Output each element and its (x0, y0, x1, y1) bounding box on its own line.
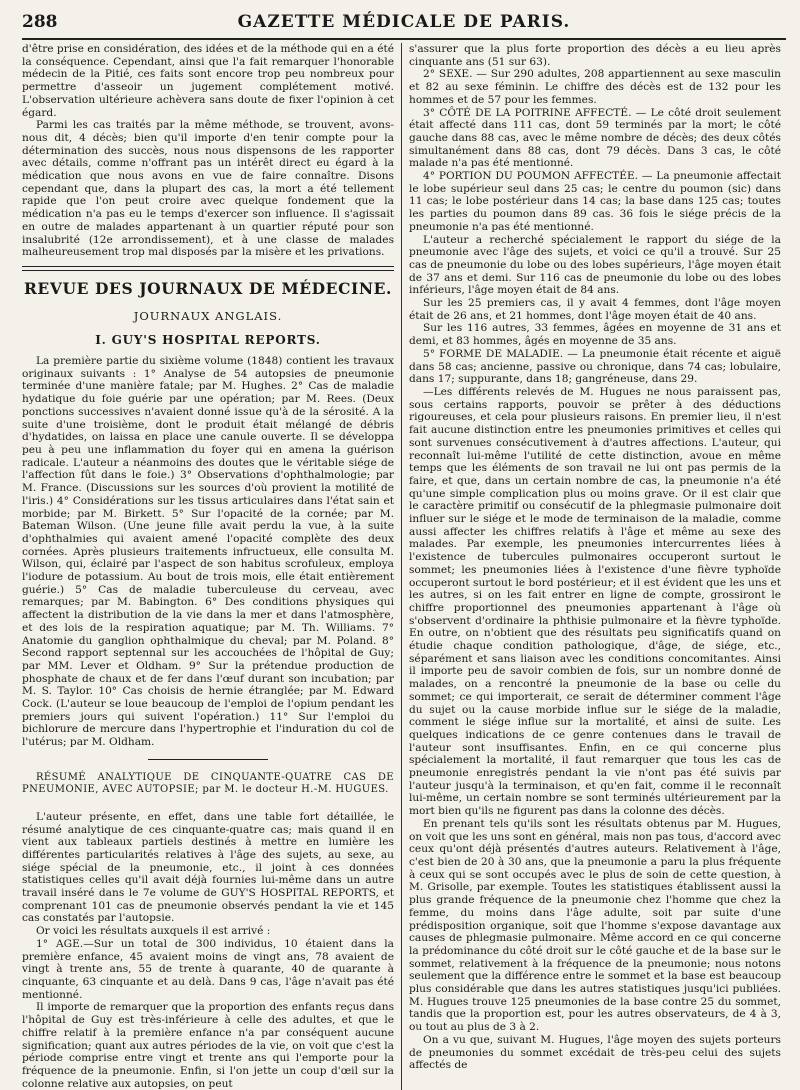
paragraph: s'assurer que la plus forte proportion des décès a eu lieu après cinquante ans (51 sur 63). (409, 43, 781, 68)
journal-title: GAZETTE MÉDICALE DE PARIS. (237, 12, 571, 32)
paragraph: 4° PORTION DU POUMON AFFECTÉE. — La pneumonie affectait le lobe supérieur seul dans 25 cas; le centre du poumon (sic) dans 11 cas; le lobe postérieur dans 14 cas; la base dans 125 cas; toutes les parties du poumon dans 89 cas. 36 fois le siége précis de la pneumonie n'a pas été mentionné. (409, 170, 781, 233)
paragraph: 1° AGE.—Sur un total de 300 individus, 10 étaient dans la première enfance, 45 avaient moins de vingt ans, 78 avaient de vingt à trente ans, 55 de trente à quarante, 40 de quarante à cinquante, 63 cinquante et au delà. Dans 9 cas, l'âge n'avait pas été mentionné. (22, 937, 394, 1001)
article-heading: RÉSUMÉ ANALYTIQUE DE CINQUANTE-QUATRE CAS DE PNEUMONIE, AVEC AUTOPSIE; par M. le docteur H.-M. HUGUES. (22, 771, 394, 796)
paragraph: —Les différents relevés de M. Hugues ne nous paraissent pas, sous certains rapports, pouvoir se prêter à des déductions rigoureuses, et cela pour plusieurs raisons. En premier lieu, il n'est fait aucune distinction entre les pneumonies primitives et celles qui sont survenues consécutivement à d'autres affections. L'auteur, qui reconnaît lui-même l'utilité de cette distinction, avoue en même temps que les éléments de son travail ne lui ont pas permis de la faire, et que, dans un certain nombre de cas, la pneumonie n'a été qu'une simple complication plus ou moins grave. Or il est clair que le caractère primitif ou consécutif de la phlegmasie pulmonaire doit influer sur le siége et le mode de terminaison de la maladie, comme aussi affecter les chiffres relatifs à l'âge et même au sexe des malades. Par exemple, les pneumonies intercurrentes liées à l'existence de tubercules pulmonaires occuperont surtout le sommet; les pneumonies liées à l'existence d'une fièvre typhoïde occuperont surtout le bord postérieur; et il est évident que les uns et les autres, si on les fait entrer en ligne de compte, grossiront le chiffre proportionnel des pneumonies appartenant à l'âge où s'observent d'ordinaire la phthisie pulmonaire et la fièvre typhoïde. En outre, on n'obtient que des résultats peu significatifs quand on étudie chaque condition pathologique, d'âge, de siége, etc., séparément et sans liaison avec les conditions concomitantes. Ainsi il importe peu de savoir combien de fois, sur un nombre donné de malades, on a rencontré la pneumonie de la base ou celle du sommet; ce qui importerait, ce serait de déterminer comment l'âge du sujet ou la cause morbide influe sur le siége de la maladie, comment le siége influe sur la mortalité, et ainsi de suite. Les quelques indications de ce genre contenues dans le travail de l'auteur sont insuffisantes. Enfin, en ce qui concerne plus spécialement la mortalité, il faut remarquer que tous les cas de pneumonie enregistrés pendant la vie n'ont pas été suivis par l'auteur jusqu'à la terminaison, et qu'en fait, comme il le reconnaît lui-même, un certain nombre se sont terminés ultérieurement par la mort bien qu'ils ne figurent pas dans la colonne des décès. (409, 385, 781, 818)
section-divider (22, 266, 394, 267)
right-column (409, 43, 781, 1090)
page-header (22, 12, 786, 40)
paragraph: Sur les 25 premiers cas, il y avait 4 femmes, dont l'âge moyen était de 26 ans, et 21 hommes, dont l'âge moyen était de 40 ans. (409, 297, 781, 322)
section-divider (22, 270, 394, 271)
text-columns (22, 43, 786, 1090)
paragraph: Parmi les cas traités par la même méthode, se trouvent, avons-nous dit, 4 décès; bien qu'il importe d'en tenir compte pour la détermination des succès, nous nous dispensons de les rapporter avec détails, comme n'offrant pas un intérêt direct eu égard à la médication que nous avons en vue de faire connaître. Disons cependant que, dans la plupart des cas, la mort a été tellement rapide que l'on peut croire avec quelque fondement que la médication n'a pas eu le temps d'exercer son influence. Il s'agissait en outre de malades appartenant à un quartier réputé pour son insalubrité (12e arrondissement), et à une classe de malades malheureusement trop mal disposés par la misère et les privations. (22, 119, 394, 259)
paragraph: Or voici les résultats auxquels il est arrivé : (36, 925, 271, 938)
paragraph: L'auteur présente, en effet, dans une table fort détaillée, le résumé analytique de ces cinquante-quatre cas; mais quand il en vient aux tableaux partiels destinés à mettre en lumière les différentes particularités relatives à l'âge des sujets, au sexe, au siége spécial de la pneumonie, etc., il joint à ces données statistiques celles qu'il avait déjà fournies lui-même dans un autre travail inséré dans le 7e volume de GUY'S HOSPITAL REPORTS, et comprenant 101 cas de pneumonie observés pendant la vie et 145 cas constatés par l'autopsie. (22, 810, 394, 925)
column-rule (401, 43, 402, 1090)
paragraph: Il importe de remarquer que la proportion des enfants reçus dans l'hôpital de Guy est très-inférieure à celle des adultes, et que le chiffre relatif à la première enfance n'a par conséquent aucune signification; quant aux autres périodes de la vie, on voit que c'est la période comprise entre vingt et trente ans qui l'emporte pour la fréquence de la pneumonie. Enfin, si l'on jette un coup d'œil sur la colonne relative aux autopsies, on peut (22, 1001, 394, 1090)
paragraph: d'être prise en considération, des idées et de la méthode qui en a été la conséquence. Cependant, ainsi que l'a fait remarquer l'honorable médecin de la Pitié, ces faits sont encore trop peu nombreux pour permettre d'asseoir un jugement complétement motivé. L'observation ultérieure achèvera sans doute de fixer l'opinion à cet égard. (22, 43, 394, 119)
review-title: REVUE DES JOURNAUX DE MÉDECINE. (23, 278, 393, 298)
paragraph: La première partie du sixième volume (1848) contient les travaux originaux suivants : 1° Analyse de 54 autopsies de pneumonie terminée d'une manière fatale; par M. Hughes. 2° Cas de maladie hydatique du foie guérie par une opération; par M. Rees. (Deux ponctions successives n'avaient donné issue qu'à de la sérosité. A la suite d'une troisième, dont le produit était mélangé de débris d'hydatides, on laissa en place une canule ouverte. Il se développa peu à peu une inflammation du foyer qui en amena la guérison radicale. L'auteur a néanmoins des doutes que le véritable siége de l'affection fût dans le foie.) 3° Observations d'ophthalmologie; par M. France. (Discussions sur les sources d'où provient la motilité de l'iris.) 4° Considérations sur les tissus articulaires dans l'état sain et morbide; par M. Birkett. 5° Sur l'opacité de la cornée; par M. Bateman Wilson. (Une jeune fille avait perdu la vue, à la suite d'ophthalmies qui avaient amené l'opacité complète des deux cornées. Après plusieurs traitements infructueux, elle consulta M. Wilson, qui, éclairé par l'aspect de son habitus scrofuleux, employa l'iodure de potassium. Au bout de trois mois, elle était entièrement guérie.) 5° Cas de maladie tuberculeuse du cerveau, avec remarques; par M. Babington. 6° Des conditions physiques qui affectent la distribution de la vie dans la mer et dans l'atmosphère, et des lois de la respiration aquatique; par M. Th. Williams. 7° Anatomie du ganglion ophthalmique du cheval; par M. Poland. 8° Second rapport septennal sur les accouchées de l'hôpital de Guy; par MM. Lever et Oldham. 9° Sur la prétendue production de phosphate de chaux et de fer dans l'œuf durant son incubation; par M. S. Taylor. 10° Cas choisis de hernie étranglée; par M. Edward Cock. (L'auteur se loue beaucoup de l'emploi de l'opium pendant les premiers jours qui suivent l'opération.) 11° Sur l'emploi du bichlorure de mercure dans l'hypertrophie et l'induration du col de l'utérus; par M. Oldham. (22, 355, 394, 749)
paragraph: L'auteur a recherché spécialement le rapport du siége de la pneumonie avec l'âge des sujets, et voici ce qu'il a trouvé. Sur 25 cas de pneumonie du lobe ou des lobes supérieurs, l'âge moyen était de 37 ans et demi. Sur 116 cas de pneumonie du lobe ou des lobes inférieurs, l'âge moyen était de 84 ans. (409, 233, 781, 297)
paragraph: Sur les 116 autres, 33 femmes, âgées en moyenne de 31 ans et demi, et 83 hommes, âgés en moyenne de 35 ans. (409, 322, 781, 348)
section-heading: I. GUY'S HOSPITAL REPORTS. (95, 333, 321, 348)
left-column (22, 43, 400, 1090)
page-number: 288 (22, 12, 58, 32)
paragraph: 3° CÔTÉ DE LA POITRINE AFFECTÉ. — Le côté droit seulement était affecté dans 111 cas, dont 59 terminés par la mort; le côté gauche dans 88 cas, avec le même nombre de décès; des deux côtés simultanément dans 88 cas, dont 79 décès. Dans 3 cas, le côté malade n'a pas été mentionné. (409, 106, 781, 170)
paragraph: En prenant tels qu'ils sont les résultats obtenus par M. Hugues, on voit que les uns sont en général, mais non pas tous, d'accord avec ceux qu'ont déjà présentés d'autres auteurs. Relativement à l'âge, c'est bien de 20 à 30 ans, que la pneumonie a paru la plus fréquente à ceux qui se sont occupés avec le plus de soin de cette question, à M. Grisolle, par exemple. Toutes les statistiques établissent aussi la plus grande fréquence de la pneumonie chez l'homme que chez la femme, du moins dans l'âge adulte, soit par suite d'une prédisposition organique, soit que l'homme s'expose davantage aux causes de phlegmasie pulmonaire. Même accord en ce qui concerne la prédominance du côté droit sur le côté gauche et de la base sur le sommet, relativement à la fréquence de la pneumonie; nous notons seulement que la différence entre le sommet et la base est beaucoup plus considérable que dans les autres statistiques jusqu'ici publiées. M. Hugues trouve 125 pneumonies de la base contre 25 du sommet, tandis que la proportion est, pour les autres observateurs, de 4 à 3, ou tout au plus de 3 à 2. (409, 817, 781, 1034)
paragraph: 5° FORME DE MALADIE. — La pneumonie était récente et aiguë dans 58 cas; ancienne, passive ou chronique, dans 74 cas; lobulaire, dans 17; suppurante, dans 18; gangréneuse, dans 29. (409, 347, 781, 386)
section-subtitle: JOURNAUX ANGLAIS. (133, 308, 283, 323)
divider (148, 759, 268, 760)
paragraph: On a vu que, suivant M. Hugues, l'âge moyen des sujets porteurs de pneumonies du sommet excédait de très-peu celui des sujets affectés de (409, 1033, 781, 1072)
paragraph: 2° SEXE. — Sur 290 adultes, 208 appartiennent au sexe masculin et 82 au sexe féminin. Le chiffre des décès est de 132 pour les hommes et de 57 pour les femmes. (409, 68, 781, 106)
